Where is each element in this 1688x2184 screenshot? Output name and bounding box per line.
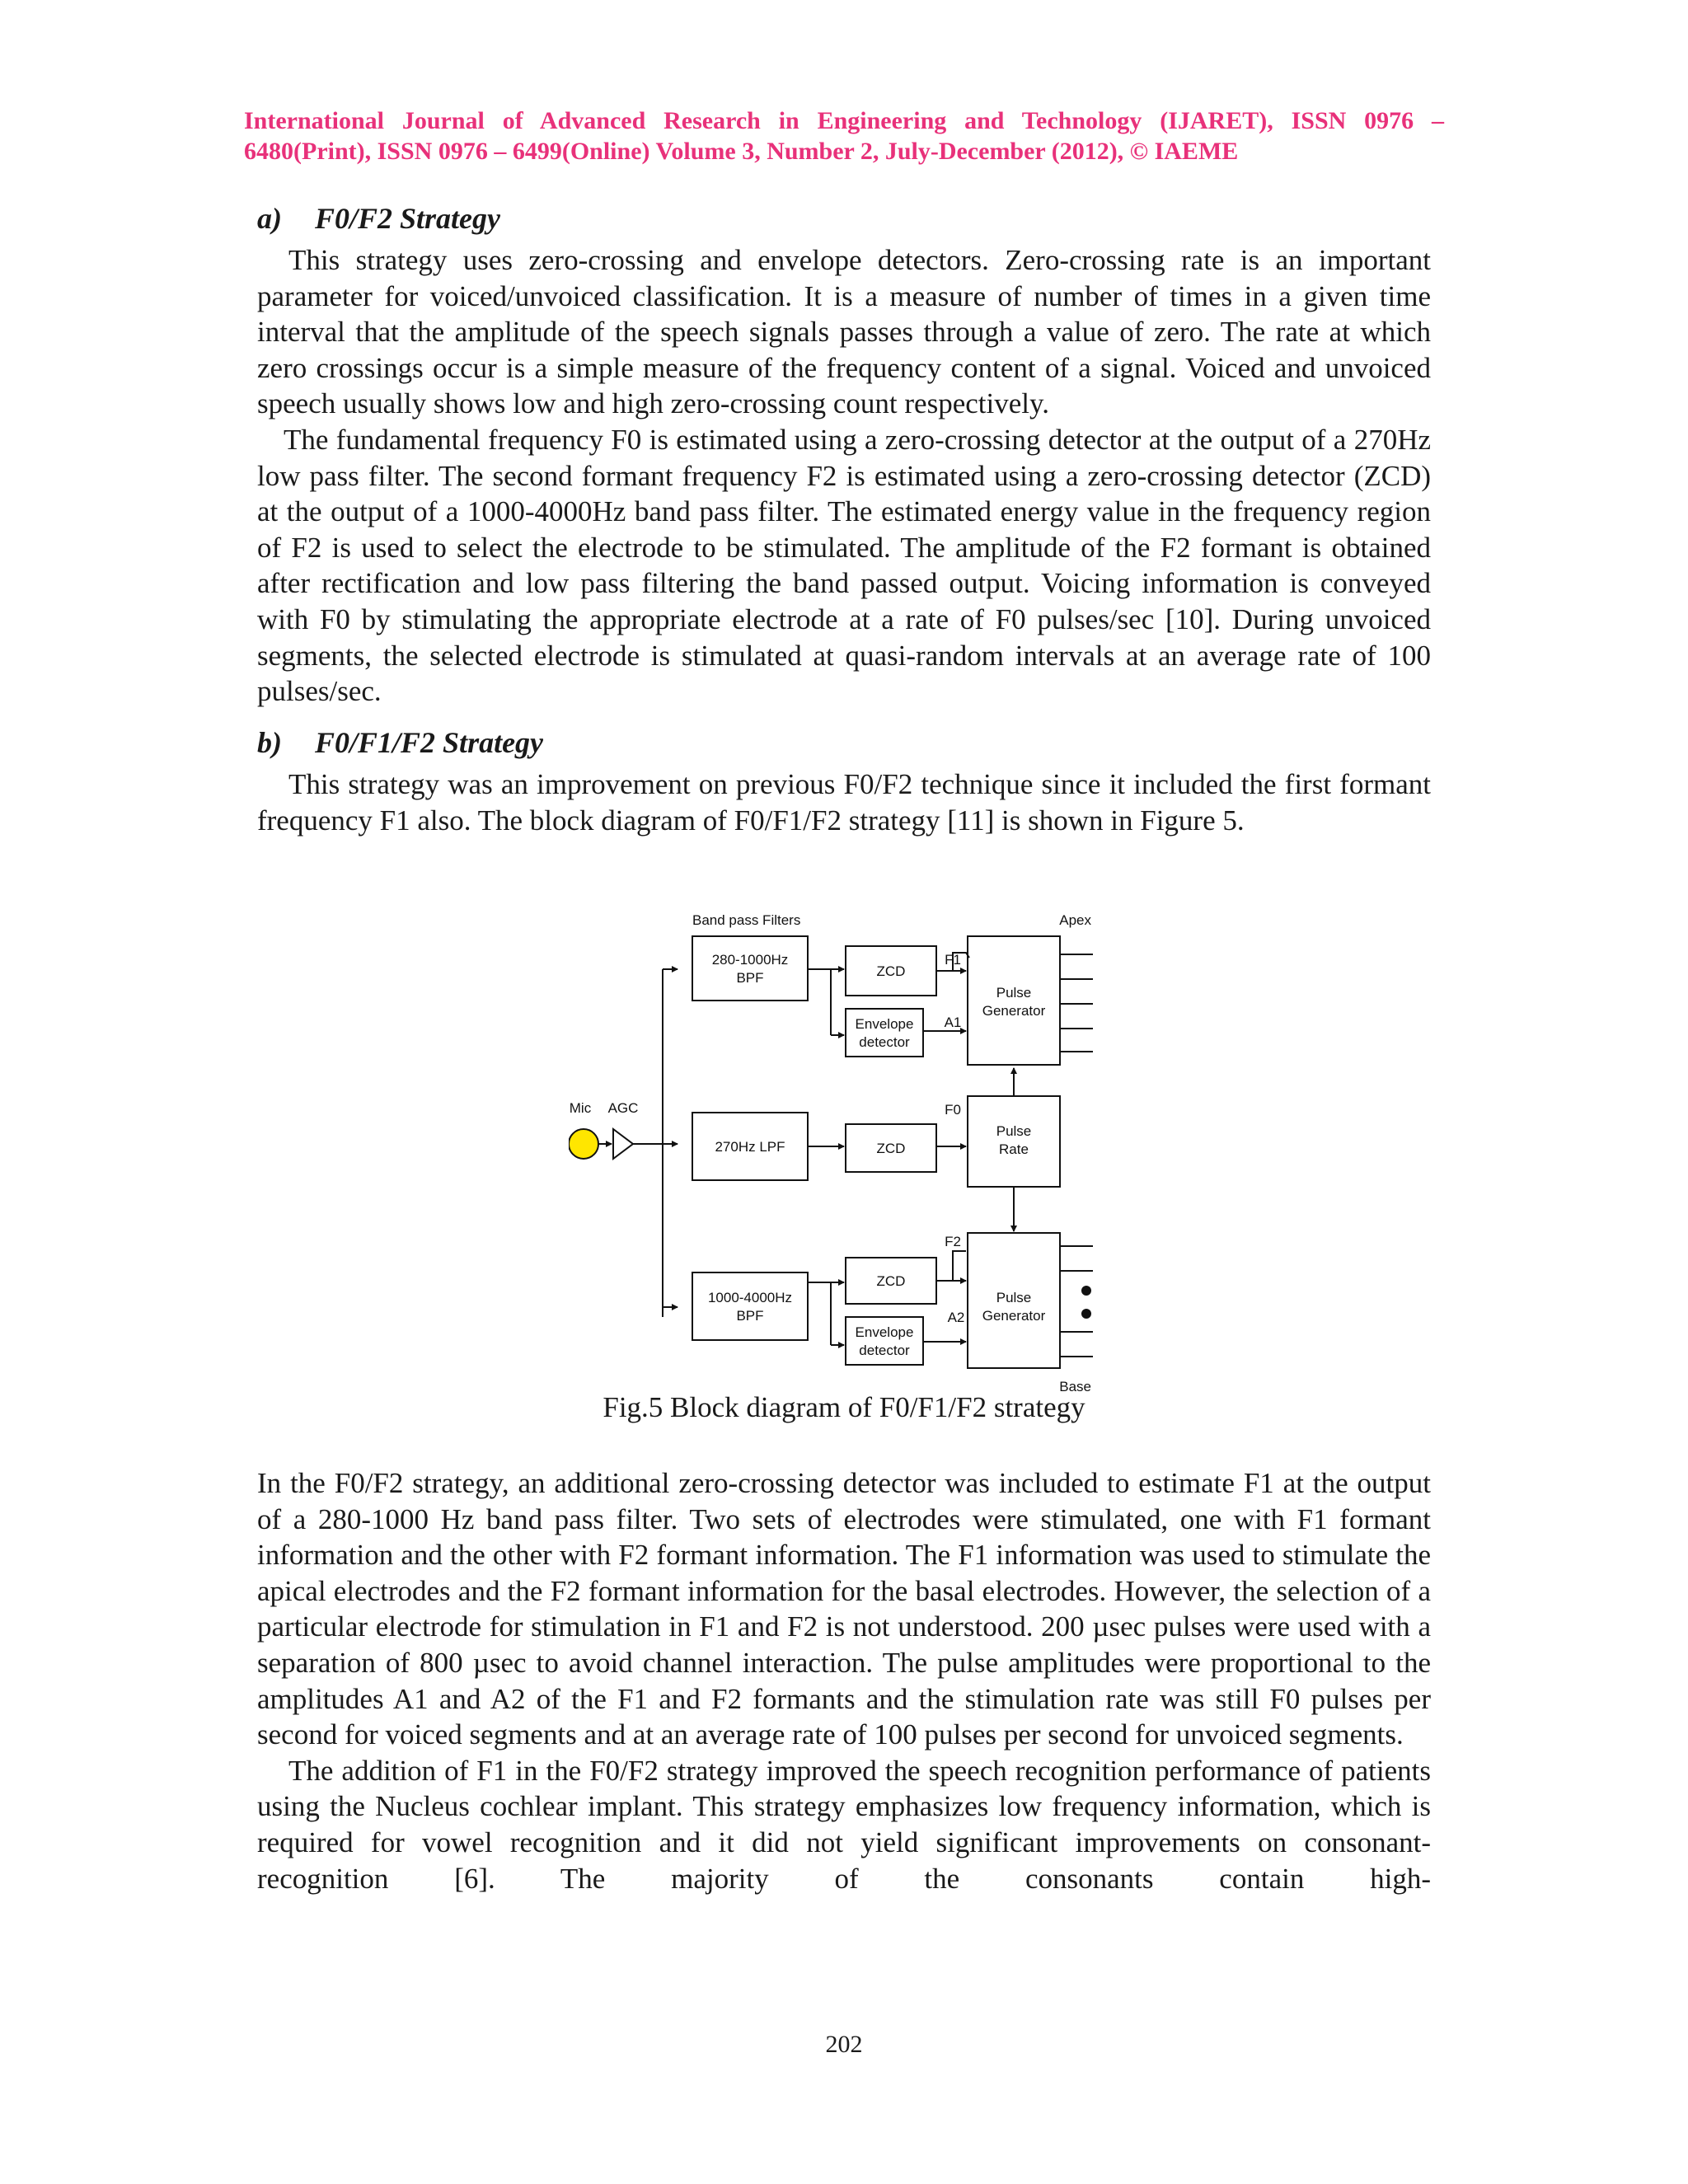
apex-label: Apex (1059, 912, 1091, 928)
envelope-bottom-label-1: Envelope (855, 1324, 914, 1340)
mic-label: Mic (569, 1100, 592, 1116)
bpf-1000-4000-label-2: BPF (736, 1308, 764, 1324)
lpf-270-label: 270Hz LPF (715, 1139, 785, 1155)
pulse-generator-base-label-1: Pulse (996, 1290, 1032, 1305)
pulse-generator-base-label-2: Generator (982, 1308, 1046, 1324)
body-paragraph-1: In the F0/F2 strategy, an additional zero-crossing detector was included to estimate F1 at the output of a 280-1000 Hz band pass filter. Two sets of electrodes were stimulated, one with F1 formant information and the other with F2 formant information. The F1 information was used to stimulate the apical electrodes and the F2 formant information for the basal electrodes. However, the selection of a particular electrode for stimulation in F1 and F2 is not understood. 200 µsec pulses were used with a separation of 800 µsec to avoid channel interaction. The pulse amplitudes were proportional to the amplitudes A1 and A2 of the F1 and F2 formants and the stimulation rate was still F0 pulses per second for voiced segments and at an average rate of 100 pulses per second for unvoiced segments. (257, 1467, 1431, 1751)
block-diagram-svg (569, 905, 1121, 1399)
bpf-1000-4000-label-1: 1000-4000Hz (707, 1290, 793, 1305)
section-b-title: F0/F1/F2 Strategy (315, 726, 544, 759)
section-b-body (257, 766, 1431, 838)
pulse-rate-label-2: Rate (999, 1141, 1029, 1157)
section-b-label: b) (257, 726, 282, 759)
bpf-1000-4000-box (692, 1272, 808, 1340)
pulse-generator-apex-label-2: Generator (982, 1003, 1046, 1019)
base-label: Base (1059, 1379, 1091, 1394)
band-pass-filters-label: Band pass Filters (692, 912, 801, 928)
bpf-280-1000-label-1: 280-1000Hz (711, 952, 789, 968)
body-paragraph-2: The addition of F1 in the F0/F2 strategy improved the speech recognition performance of patients using the Nucleus cochlear implant. This strategy emphasizes low frequency information, which is required for vowel recognition and it did not yield significant improvements on consonant-recognition [6]. The majority of the consonants contain high- (257, 1754, 1431, 1895)
bpf-280-1000-box (692, 936, 808, 1001)
agc-amplifier-symbol (613, 1129, 633, 1159)
zcd-bottom-label: ZCD (876, 1273, 906, 1289)
f0-label: F0 (945, 1102, 961, 1118)
microphone-icon (569, 1129, 598, 1159)
section-a-title: F0/F2 Strategy (315, 202, 501, 235)
f1-label: F1 (945, 952, 961, 968)
envelope-top-label-2: detector (859, 1034, 910, 1050)
zcd-top-label: ZCD (876, 963, 906, 979)
section-a-label: a) (257, 202, 282, 235)
section-a-paragraph-1: This strategy uses zero-crossing and envelope detectors. Zero-crossing rate is an important parameter for voiced/unvoiced classification. It is a measure of number of times in a given time interval that the amplitude of the speech signals passes through a value of zero. The rate at which zero crossings occur is a simple measure of the frequency content of a signal. Voiced and unvoiced speech usually shows low and high zero-crossing count respectively. (257, 244, 1431, 420)
electrode-dot-1 (1081, 1286, 1091, 1296)
section-a-heading (257, 201, 500, 236)
page-number: 202 (825, 2031, 863, 2058)
agc-label: AGC (607, 1100, 639, 1116)
figure-caption: Fig.5 Block diagram of F0/F1/F2 strategy (603, 1391, 1085, 1423)
section-b-paragraph-1: This strategy was an improvement on previous F0/F2 technique since it included the first formant frequency F1 also. The block diagram of F0/F1/F2 strategy [11] is shown in Figure 5. (257, 768, 1431, 837)
running-header (244, 105, 1444, 166)
pulse-generator-apex-box (968, 936, 1060, 1065)
bpf-280-1000-label-2: BPF (736, 970, 764, 986)
pulse-generator-apex-label-1: Pulse (996, 985, 1032, 1001)
pulse-rate-label-1: Pulse (996, 1123, 1032, 1139)
running-header-line-2: 6480(Print), ISSN 0976 – 6499(Online) Volume 3, Number 2, July-December (2012), © IAEME (244, 138, 1239, 165)
a1-label: A1 (944, 1015, 962, 1030)
figure-5-block-diagram (569, 905, 1121, 1399)
section-a-paragraph-2: The fundamental frequency F0 is estimated using a zero-crossing detector at the output of a 270Hz low pass filter. The second formant frequency F2 is estimated using a zero-crossing detector (ZCD) at the output of a 1000-4000Hz band pass filter. The estimated energy value in the frequency region of F2 is used to select the electrode to be stimulated. The amplitude of the F2 formant is obtained after rectification and low pass filtering the band passed output. Voicing information is conveyed with F0 by stimulating the appropriate electrode at a rate of F0 pulses/sec [10]. During unvoiced segments, the selected electrode is stimulated at quasi-random intervals at an average rate of 100 pulses/sec. (257, 423, 1431, 708)
body-after-figure (257, 1465, 1431, 1896)
f2-label: F2 (945, 1234, 961, 1249)
section-b-heading (257, 725, 543, 760)
envelope-bottom-label-2: detector (859, 1343, 910, 1358)
electrode-dot-2 (1081, 1309, 1091, 1319)
running-header-line-1: International Journal of Advanced Research in Engineering and Technology (IJARET), ISSN 0976 – (244, 107, 1444, 134)
envelope-top-label-1: Envelope (855, 1016, 914, 1032)
zcd-middle-label: ZCD (876, 1141, 906, 1156)
section-a-body (257, 242, 1431, 710)
a2-label: A2 (947, 1310, 965, 1325)
